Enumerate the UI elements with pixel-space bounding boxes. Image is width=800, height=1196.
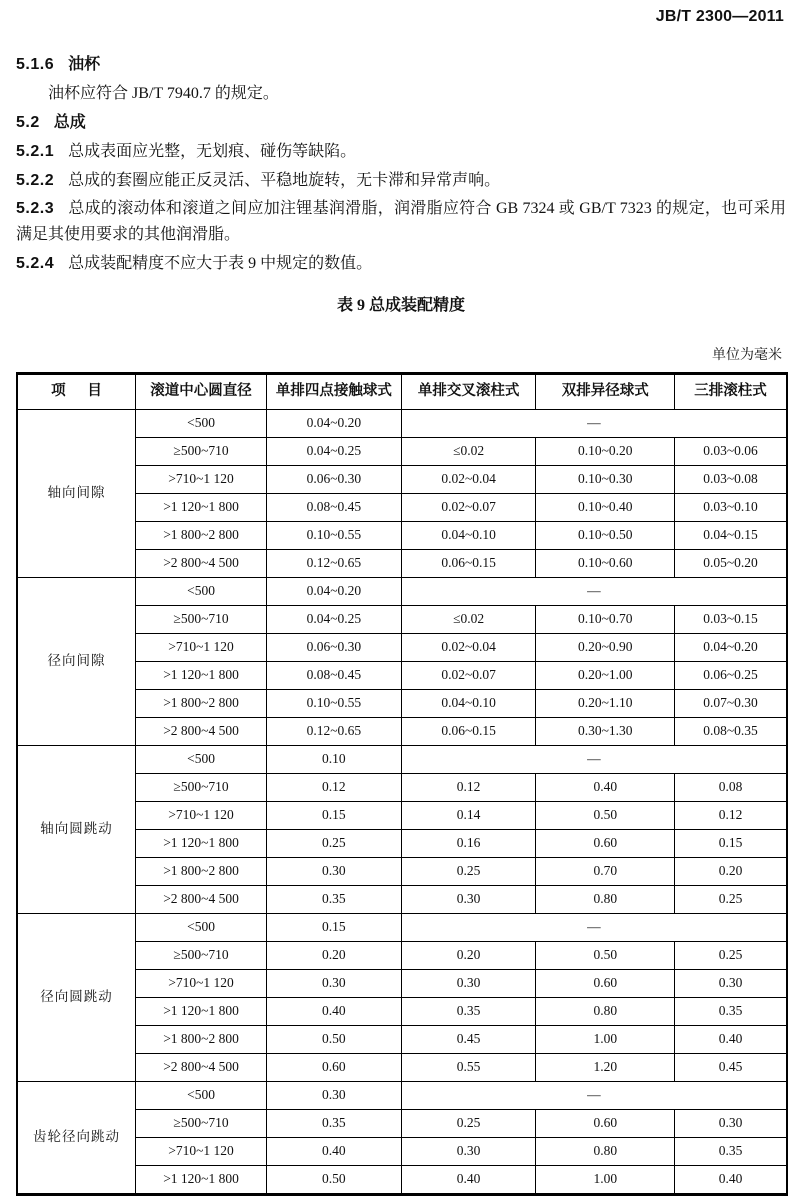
value-cell: 0.02~0.07 bbox=[401, 661, 536, 689]
value-cell: 0.20~1.00 bbox=[536, 661, 675, 689]
diameter-cell: >1 120~1 800 bbox=[136, 493, 267, 521]
assembly-accuracy-table-body bbox=[17, 409, 787, 1194]
diameter-cell: <500 bbox=[136, 577, 267, 605]
value-cell: 0.30 bbox=[401, 969, 536, 997]
diameter-cell: >710~1 120 bbox=[136, 1137, 267, 1165]
value-cell: 0.30 bbox=[266, 1081, 401, 1109]
value-cell: 0.10~0.30 bbox=[536, 465, 675, 493]
clause-text: 总成表面应光整，无划痕、碰伤等缺陷。 bbox=[68, 143, 357, 161]
clause-5-2-3 bbox=[16, 196, 786, 249]
clause-number: 5.2.1 bbox=[16, 143, 55, 161]
value-cell: 0.10~0.55 bbox=[266, 521, 401, 549]
value-cell: 0.80 bbox=[536, 885, 675, 913]
diameter-cell: >1 800~2 800 bbox=[136, 1025, 267, 1053]
doc-number: JB/T 2300—2011 bbox=[655, 8, 784, 25]
clause-5-1-6-text: 油杯应符合 JB/T 7940.7 的规定。 bbox=[48, 85, 279, 103]
value-cell: 0.12 bbox=[401, 773, 536, 801]
value-cell: 1.20 bbox=[536, 1053, 675, 1081]
value-cell: 0.06~0.15 bbox=[401, 717, 536, 745]
value-cell: ≤0.02 bbox=[401, 605, 536, 633]
diameter-cell: ≥500~710 bbox=[136, 1109, 267, 1137]
value-cell: 0.14 bbox=[401, 801, 536, 829]
value-cell: 0.10~0.60 bbox=[536, 549, 675, 577]
diameter-cell: <500 bbox=[136, 409, 267, 437]
merged-dash-cell: — bbox=[401, 577, 787, 605]
clause-text: 总成的滚动体和滚道之间应加注锂基润滑脂，润滑脂应符合 GB 7324 或 GB/T 7323 的规定，也可采用满足其使用要求的其他润滑脂。 bbox=[16, 199, 786, 244]
value-cell: 0.04~0.10 bbox=[401, 689, 536, 717]
table-row bbox=[17, 913, 787, 941]
clause-number: 5.2.4 bbox=[16, 254, 55, 272]
value-cell: 0.05~0.20 bbox=[675, 549, 787, 577]
value-cell: 0.06~0.30 bbox=[266, 633, 401, 661]
column-header-single-row-four-point-ball: 单排四点接触球式 bbox=[266, 373, 401, 409]
diameter-cell: >710~1 120 bbox=[136, 801, 267, 829]
value-cell: 0.40 bbox=[675, 1165, 787, 1194]
value-cell: 0.03~0.10 bbox=[675, 493, 787, 521]
value-cell: 0.80 bbox=[536, 997, 675, 1025]
value-cell: 0.04~0.10 bbox=[401, 521, 536, 549]
diameter-cell: >2 800~4 500 bbox=[136, 885, 267, 913]
merged-dash-cell: — bbox=[401, 745, 787, 773]
clause-text: 总成装配精度不应大于表 9 中规定的数值。 bbox=[68, 254, 373, 272]
table-header-row bbox=[17, 373, 787, 409]
column-header-diameter: 滚道中心圆直径 bbox=[136, 373, 267, 409]
item-cell: 轴向间隙 bbox=[17, 409, 136, 577]
value-cell: 0.35 bbox=[401, 997, 536, 1025]
value-cell: 0.50 bbox=[266, 1165, 401, 1194]
value-cell: 0.50 bbox=[536, 801, 675, 829]
value-cell: 0.60 bbox=[536, 969, 675, 997]
value-cell: 0.45 bbox=[401, 1025, 536, 1053]
column-header-single-row-cross-roller: 单排交叉滚柱式 bbox=[401, 373, 536, 409]
value-cell: 0.30 bbox=[675, 1109, 787, 1137]
unit-note: 单位为毫米 bbox=[712, 347, 782, 363]
column-header-double-row-ball: 双排异径球式 bbox=[536, 373, 675, 409]
value-cell: 0.35 bbox=[266, 885, 401, 913]
value-cell: 0.03~0.08 bbox=[675, 465, 787, 493]
diameter-cell: ≥500~710 bbox=[136, 773, 267, 801]
value-cell: 0.20 bbox=[266, 941, 401, 969]
value-cell: 0.15 bbox=[266, 913, 401, 941]
clause-number: 5.2.2 bbox=[16, 171, 55, 189]
clause-title: 总成 bbox=[53, 113, 86, 131]
item-cell: 径向间隙 bbox=[17, 577, 136, 745]
clause-5-2 bbox=[16, 110, 786, 136]
value-cell: 0.40 bbox=[401, 1165, 536, 1194]
value-cell: 0.03~0.06 bbox=[675, 437, 787, 465]
diameter-cell: <500 bbox=[136, 913, 267, 941]
value-cell: 0.40 bbox=[536, 773, 675, 801]
merged-dash-cell: — bbox=[401, 1081, 787, 1109]
diameter-cell: >710~1 120 bbox=[136, 465, 267, 493]
value-cell: 0.02~0.04 bbox=[401, 465, 536, 493]
value-cell: 0.30 bbox=[401, 885, 536, 913]
value-cell: 0.10~0.70 bbox=[536, 605, 675, 633]
value-cell: 0.25 bbox=[675, 941, 787, 969]
table-row bbox=[17, 745, 787, 773]
value-cell: 1.00 bbox=[536, 1165, 675, 1194]
table-header bbox=[17, 373, 787, 409]
clause-5-2-1 bbox=[16, 139, 786, 165]
value-cell: 0.04~0.25 bbox=[266, 605, 401, 633]
diameter-cell: >1 120~1 800 bbox=[136, 1165, 267, 1194]
value-cell: 0.02~0.04 bbox=[401, 633, 536, 661]
column-header-item: 项 目 bbox=[17, 373, 136, 409]
diameter-cell: >1 120~1 800 bbox=[136, 997, 267, 1025]
value-cell: 1.00 bbox=[536, 1025, 675, 1053]
assembly-accuracy-table bbox=[16, 372, 788, 1196]
diameter-cell: ≥500~710 bbox=[136, 437, 267, 465]
value-cell: 0.20~0.90 bbox=[536, 633, 675, 661]
clause-5-1-6 bbox=[16, 52, 786, 78]
value-cell: 0.04~0.20 bbox=[266, 409, 401, 437]
value-cell: 0.25 bbox=[675, 885, 787, 913]
value-cell: 0.30 bbox=[675, 969, 787, 997]
value-cell: 0.30 bbox=[401, 1137, 536, 1165]
diameter-cell: ≥500~710 bbox=[136, 941, 267, 969]
diameter-cell: >1 800~2 800 bbox=[136, 689, 267, 717]
value-cell: 0.04~0.20 bbox=[675, 633, 787, 661]
clause-5-2-4 bbox=[16, 251, 786, 277]
value-cell: 0.70 bbox=[536, 857, 675, 885]
value-cell: 0.04~0.20 bbox=[266, 577, 401, 605]
clause-5-2-2 bbox=[16, 168, 786, 194]
diameter-cell: >2 800~4 500 bbox=[136, 1053, 267, 1081]
diameter-cell: >1 800~2 800 bbox=[136, 857, 267, 885]
diameter-cell: >2 800~4 500 bbox=[136, 549, 267, 577]
value-cell: 0.08~0.35 bbox=[675, 717, 787, 745]
value-cell: 0.12~0.65 bbox=[266, 549, 401, 577]
value-cell: 0.35 bbox=[675, 997, 787, 1025]
value-cell: 0.02~0.07 bbox=[401, 493, 536, 521]
value-cell: 0.10 bbox=[266, 745, 401, 773]
value-cell: 0.20 bbox=[675, 857, 787, 885]
value-cell: 0.20 bbox=[401, 941, 536, 969]
merged-dash-cell: — bbox=[401, 913, 787, 941]
value-cell: 0.08 bbox=[675, 773, 787, 801]
value-cell: 0.60 bbox=[266, 1053, 401, 1081]
value-cell: 0.20~1.10 bbox=[536, 689, 675, 717]
value-cell: 0.50 bbox=[536, 941, 675, 969]
item-cell: 轴向圆跳动 bbox=[17, 745, 136, 913]
value-cell: 0.45 bbox=[675, 1053, 787, 1081]
value-cell: 0.15 bbox=[266, 801, 401, 829]
value-cell: 0.40 bbox=[266, 1137, 401, 1165]
diameter-cell: ≥500~710 bbox=[136, 605, 267, 633]
value-cell: 0.06~0.30 bbox=[266, 465, 401, 493]
diameter-cell: >2 800~4 500 bbox=[136, 717, 267, 745]
value-cell: 0.50 bbox=[266, 1025, 401, 1053]
value-cell: 0.12 bbox=[675, 801, 787, 829]
value-cell: 0.55 bbox=[401, 1053, 536, 1081]
item-cell: 齿轮径向跳动 bbox=[17, 1081, 136, 1194]
value-cell: 0.10~0.20 bbox=[536, 437, 675, 465]
item-cell: 径向圆跳动 bbox=[17, 913, 136, 1081]
value-cell: 0.12 bbox=[266, 773, 401, 801]
clause-number: 5.1.6 bbox=[16, 56, 55, 73]
value-cell: 0.07~0.30 bbox=[675, 689, 787, 717]
value-cell: 0.10~0.40 bbox=[536, 493, 675, 521]
merged-dash-cell: — bbox=[401, 409, 787, 437]
diameter-cell: <500 bbox=[136, 745, 267, 773]
clause-text: 总成的套圈应能正反灵活、平稳地旋转，无卡滞和异常声响。 bbox=[68, 171, 501, 189]
value-cell: 0.30 bbox=[266, 857, 401, 885]
value-cell: ≤0.02 bbox=[401, 437, 536, 465]
value-cell: 0.40 bbox=[266, 997, 401, 1025]
value-cell: 0.10~0.55 bbox=[266, 689, 401, 717]
table-row bbox=[17, 577, 787, 605]
value-cell: 0.04~0.25 bbox=[266, 437, 401, 465]
diameter-cell: >1 120~1 800 bbox=[136, 661, 267, 689]
value-cell: 0.30~1.30 bbox=[536, 717, 675, 745]
value-cell: 0.08~0.45 bbox=[266, 661, 401, 689]
diameter-cell: >1 800~2 800 bbox=[136, 521, 267, 549]
clause-number: 5.2 bbox=[16, 113, 40, 131]
value-cell: 0.35 bbox=[266, 1109, 401, 1137]
value-cell: 0.60 bbox=[536, 1109, 675, 1137]
clause-title: 油杯 bbox=[68, 56, 101, 73]
value-cell: 0.04~0.15 bbox=[675, 521, 787, 549]
value-cell: 0.35 bbox=[675, 1137, 787, 1165]
column-header-triple-row-roller: 三排滚柱式 bbox=[675, 373, 787, 409]
value-cell: 0.80 bbox=[536, 1137, 675, 1165]
value-cell: 0.25 bbox=[266, 829, 401, 857]
table-caption: 表 9 总成装配精度 bbox=[336, 297, 465, 315]
value-cell: 0.10~0.50 bbox=[536, 521, 675, 549]
value-cell: 0.06~0.15 bbox=[401, 549, 536, 577]
diameter-cell: <500 bbox=[136, 1081, 267, 1109]
diameter-cell: >1 120~1 800 bbox=[136, 829, 267, 857]
value-cell: 0.25 bbox=[401, 1109, 536, 1137]
clause-number: 5.2.3 bbox=[16, 199, 55, 217]
value-cell: 0.40 bbox=[675, 1025, 787, 1053]
value-cell: 0.08~0.45 bbox=[266, 493, 401, 521]
value-cell: 0.25 bbox=[401, 857, 536, 885]
table-row bbox=[17, 1081, 787, 1109]
value-cell: 0.06~0.25 bbox=[675, 661, 787, 689]
document-body bbox=[16, 52, 786, 1196]
value-cell: 0.03~0.15 bbox=[675, 605, 787, 633]
value-cell: 0.30 bbox=[266, 969, 401, 997]
diameter-cell: >710~1 120 bbox=[136, 633, 267, 661]
value-cell: 0.12~0.65 bbox=[266, 717, 401, 745]
value-cell: 0.16 bbox=[401, 829, 536, 857]
diameter-cell: >710~1 120 bbox=[136, 969, 267, 997]
value-cell: 0.15 bbox=[675, 829, 787, 857]
table-row bbox=[17, 409, 787, 437]
value-cell: 0.60 bbox=[536, 829, 675, 857]
